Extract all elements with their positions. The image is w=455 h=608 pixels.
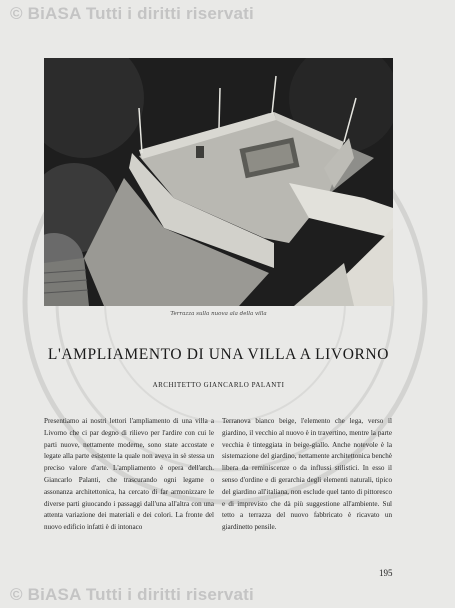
- watermark-bottom: © BiASA Tutti i diritti riservati: [10, 585, 254, 604]
- article-body-right-column: Terranova bianco beige, l'elemento che lega, verso il giardino, il vecchio al nuovo è in travertino, mentre la parte vecchia è tinteggiata in beige-giallo. Anche notevole è la sistemazione del giardino, nettamente architettonica benchè libera da reminiscenze o da influssi stilistici. In esso il senso d'ordine e di gerarchia degli elementi naturali, tipico del giardino all'italiana, non esclude quel tanto di pittoresco e di imprevisto che dà più suggestione all'ambiente. Sul tetto a terrazza del nuovo fabbricato è ricavato un giardinetto pensile.: [222, 417, 392, 532]
- watermark-top: © BiASA Tutti i diritti riservati: [10, 4, 254, 23]
- article-body-left-column: Presentiamo ai nostri lettori l'ampliamento di una villa a Livorno che ci par degno di rilievo per l'ardire con cui le parti nuove, nettamente moderne, sono state accostate e legate alla parte esistente la quale non aveva in sè stessa un preciso valore d'arte. L'ampliamento è opera dell'arch. Giancarlo Palanti, che trascurando ogni legame o assonanza architettonica, ha cercato di far armonizzare le diverse parti giuocando i passaggi dall'una all'altra con una attenta variazione dei materiali e dei colori. La fronte del nuovo edificio infatti è di intonaco: [44, 417, 214, 532]
- photo-caption: Terrazza sulla nuova ala della villa: [170, 311, 267, 317]
- article-title: L'AMPLIAMENTO DI UNA VILLA A LIVORNO: [47, 346, 390, 363]
- terrace-photo: [44, 58, 393, 306]
- page-number: 195: [379, 568, 393, 578]
- article-author: ARCHITETTO GIANCARLO PALANTI: [152, 381, 285, 389]
